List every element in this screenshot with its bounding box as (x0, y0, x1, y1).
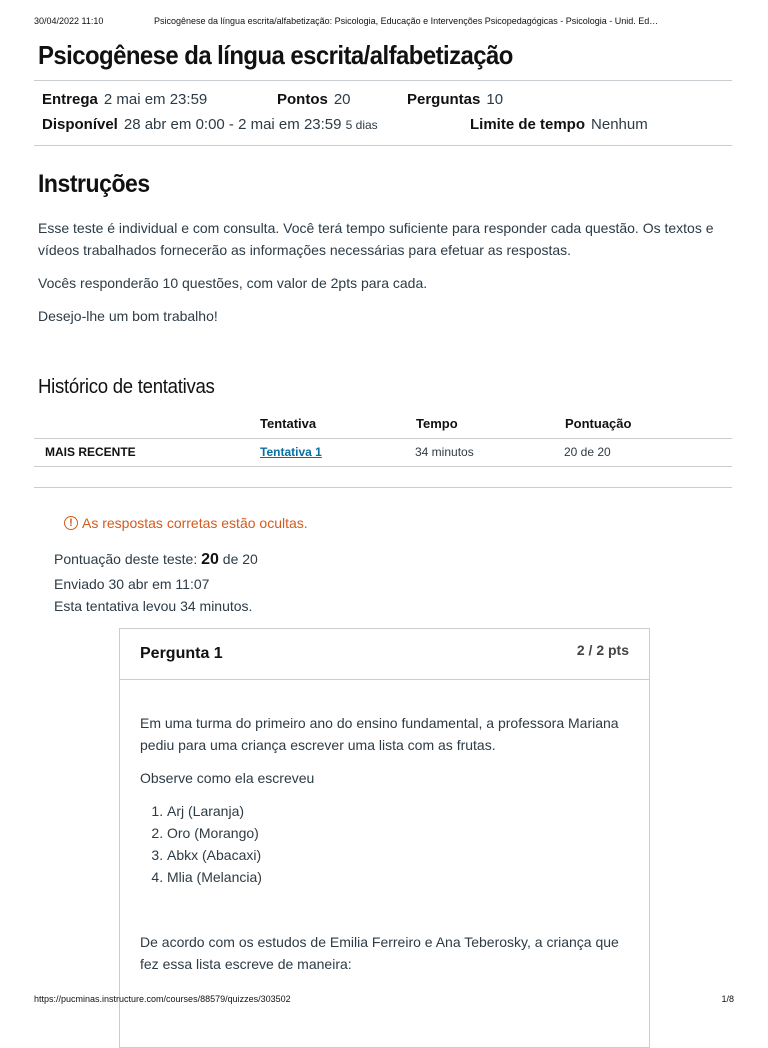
attempt-link[interactable]: Tentativa 1 (260, 445, 322, 459)
due-value: 2 mai em 23:59 (103, 91, 208, 108)
time-limit (470, 116, 648, 133)
instructions-heading: Instruções (38, 170, 150, 198)
question-header (120, 629, 649, 680)
available-days: 5 dias (345, 118, 378, 132)
table-divider (34, 466, 732, 467)
submitted-at: Enviado 30 abr em 11:07 (54, 576, 210, 592)
page-number: 1/8 (721, 994, 734, 1004)
questions-count (407, 91, 503, 108)
score-prefix: Pontuação deste teste: (54, 551, 198, 567)
fruit-list (140, 800, 262, 888)
list-item: 1. Arj (Laranja) (167, 800, 262, 822)
instructions-paragraph: Vocês responderão 10 questões, com valor de 2pts para cada. (38, 275, 428, 291)
available-label: Disponível (42, 116, 118, 133)
notice-text: As respostas corretas estão ocultas. (82, 515, 308, 531)
question-text: Em uma turma do primeiro ano do ensino fundamental, a professora Mariana pediu para uma criança escrever uma lista com as frutas. (140, 715, 619, 753)
due-date (42, 91, 207, 108)
question-prompt: De acordo com os estudos de Emilia Ferreiro e Ana Teberosky, a criança que fez essa lista escreve de maneira: (140, 934, 619, 972)
history-heading: Histórico de tentativas (38, 376, 215, 398)
due-label: Entrega (42, 91, 98, 108)
points-label: Pontos (277, 91, 328, 108)
warning-icon: ! (64, 516, 78, 530)
available-value: 28 abr em 0:00 - 2 mai em 23:59 (123, 116, 342, 133)
column-header-score: Pontuação (565, 416, 632, 431)
attempt-score: 20 de 20 (564, 445, 611, 459)
points (277, 91, 351, 108)
availability (42, 116, 378, 133)
page-title: Psicogênese da língua escrita/alfabetização (38, 40, 513, 70)
instructions-paragraph: Desejo-lhe um bom trabalho! (38, 308, 218, 324)
column-header-time: Tempo (416, 416, 458, 431)
score-value: 20 (201, 551, 219, 568)
questions-value: 10 (486, 91, 504, 108)
print-date: 30/04/2022 11:10 (34, 16, 104, 26)
time-limit-label: Limite de tempo (470, 116, 586, 133)
questions-label: Perguntas (407, 91, 481, 108)
row-label-latest: MAIS RECENTE (45, 445, 136, 459)
score-suffix: de 20 (222, 551, 258, 567)
print-url: https://pucminas.instructure.com/courses/88579/quizzes/303502 (34, 994, 291, 1004)
hidden-answers-notice (64, 515, 308, 531)
divider (34, 487, 732, 488)
list-item: 4. Mlia (Melancia) (167, 866, 262, 888)
divider (34, 80, 732, 81)
quiz-score (54, 551, 258, 569)
print-document-title: Psicogênese da língua escrita/alfabetização: Psicologia, Educação e Intervenções Psicopedagógicas - Psicologia - Unid. Ed… (154, 16, 659, 26)
list-item: 3. Abkx (Abacaxi) (167, 844, 262, 866)
question-card (119, 628, 650, 1048)
attempt-duration: Esta tentativa levou 34 minutos. (54, 598, 253, 614)
time-limit-value: Nenhum (591, 116, 648, 133)
question-title: Pergunta 1 (140, 645, 223, 662)
column-header-attempt: Tentativa (260, 416, 317, 431)
print-footer (34, 994, 734, 1004)
attempt-link-cell (260, 445, 322, 459)
attempt-time: 34 minutos (415, 445, 474, 459)
points-value: 20 (333, 91, 351, 108)
instructions-paragraph: Esse teste é individual e com consulta. Você terá tempo suficiente para responder cada questão. Os textos e vídeos trabalhados fornecerão as informações necessárias para efetuar as respostas. (38, 220, 714, 258)
question-text: Observe como ela escreveu (140, 770, 315, 786)
question-points: 2 / 2 pts (576, 642, 629, 658)
table-divider (34, 438, 732, 439)
divider (34, 145, 732, 146)
list-item: 2. Oro (Morango) (167, 822, 262, 844)
